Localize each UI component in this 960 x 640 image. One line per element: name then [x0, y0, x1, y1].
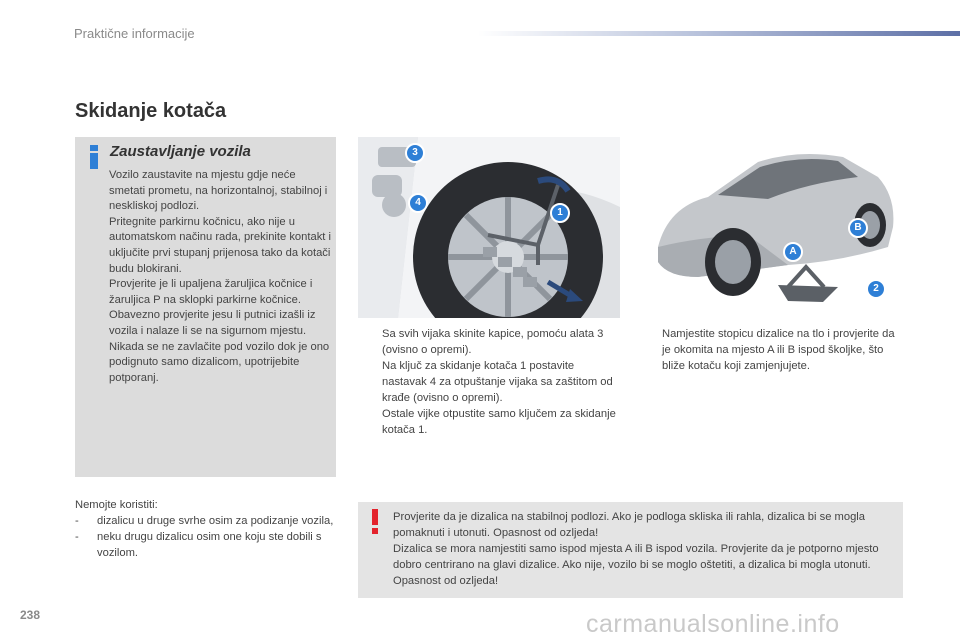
car-illustration	[638, 137, 902, 318]
info-heading: Zaustavljanje vozila	[110, 143, 251, 160]
warning-paragraph: Provjerite da je dizalica na stabilnoj podlozi. Ako je podloga skliska ili rahla, dizalica bi se mogla pomaknuti i utonuti. Opasnost od ozljeda!	[393, 511, 865, 539]
warning-box	[358, 502, 903, 598]
info-paragraph: Nikada se ne zavlačite pod vozilo dok je ono podignuto samo dizalicom, upotrijebite potporanj.	[109, 340, 330, 384]
header-title: Praktične informacije	[74, 26, 195, 41]
label-3-badge: 3	[405, 143, 425, 163]
label-b-badge: B	[848, 218, 868, 238]
info-body	[109, 168, 334, 386]
info-paragraph: Vozilo zaustavite na mjestu gdje neće smetati prometu, na horizontalnoj, stabilnoj i neskliskoj podlozi.	[109, 169, 328, 213]
do-not-use-intro: Nemojte koristiti:	[75, 499, 158, 511]
list-item: Namjestite stopicu dizalice na tlo i provjerite da je okomita na mjesto A ili B ispod školjke, što bliže kotaču koji zamjenjujete.	[662, 328, 895, 372]
list-item: Ostale vijke otpustite samo ključem za skidanje kotača 1.	[382, 408, 616, 436]
label-a-badge: A	[783, 242, 803, 262]
page-number: 238	[20, 608, 41, 622]
do-not-use-list	[75, 497, 337, 561]
warning-text	[393, 509, 898, 589]
label-2-badge: 2	[866, 279, 886, 299]
info-box	[75, 137, 336, 477]
section-title: Skidanje kotača	[75, 100, 227, 122]
label-1-badge: 1	[550, 203, 570, 223]
steps-right	[638, 326, 900, 374]
info-paragraph: Pritegnite parkirnu kočnicu, ako nije u automatskom načinu rada, prekinite kontakt i uključite prvi stupanj prijenosa tako da kotači budu blokirani.	[109, 215, 332, 275]
steps-left	[358, 326, 620, 438]
info-paragraph: Provjerite je li upaljena žaruljica kočnice i žaruljica P na sklopki parkirne kočnice.	[109, 278, 313, 306]
info-icon	[87, 143, 101, 171]
list-item: Na ključ za skidanje kotača 1 postavite nastavak 4 za otpuštanje vijaka sa zaštitom od krađe (ovisno o opremi).	[382, 360, 613, 404]
header-bar	[478, 31, 960, 36]
list-item: - dizalicu u druge svrhe osim za podizanje vozila,	[75, 515, 334, 527]
watermark: carmanualsonline.info	[586, 610, 840, 638]
list-item: Sa svih vijaka skinite kapice, pomoću alata 3 (ovisno o opremi).	[382, 328, 604, 356]
wheel-illustration	[358, 137, 620, 318]
warning-icon	[370, 509, 380, 535]
label-4-badge: 4	[408, 193, 428, 213]
list-item: - neku drugu dizalicu osim one koju ste dobili s vozilom.	[75, 531, 322, 559]
info-paragraph: Obavezno provjerite jesu li putnici izašli iz vozila i nalaze li se na sigurnom mjestu.	[109, 309, 316, 337]
wheel-illustration-svg	[358, 137, 620, 318]
warning-paragraph: Dizalica se mora namjestiti samo ispod mjesta A ili B ispod vozila. Provjerite da je potporno mjesto dobro centrirano na glavi dizalice. Ako nije, vozilo bi se moglo oštetiti, a dizalica bi mogla utonuti. Opasnost od ozljeda!	[393, 543, 879, 587]
